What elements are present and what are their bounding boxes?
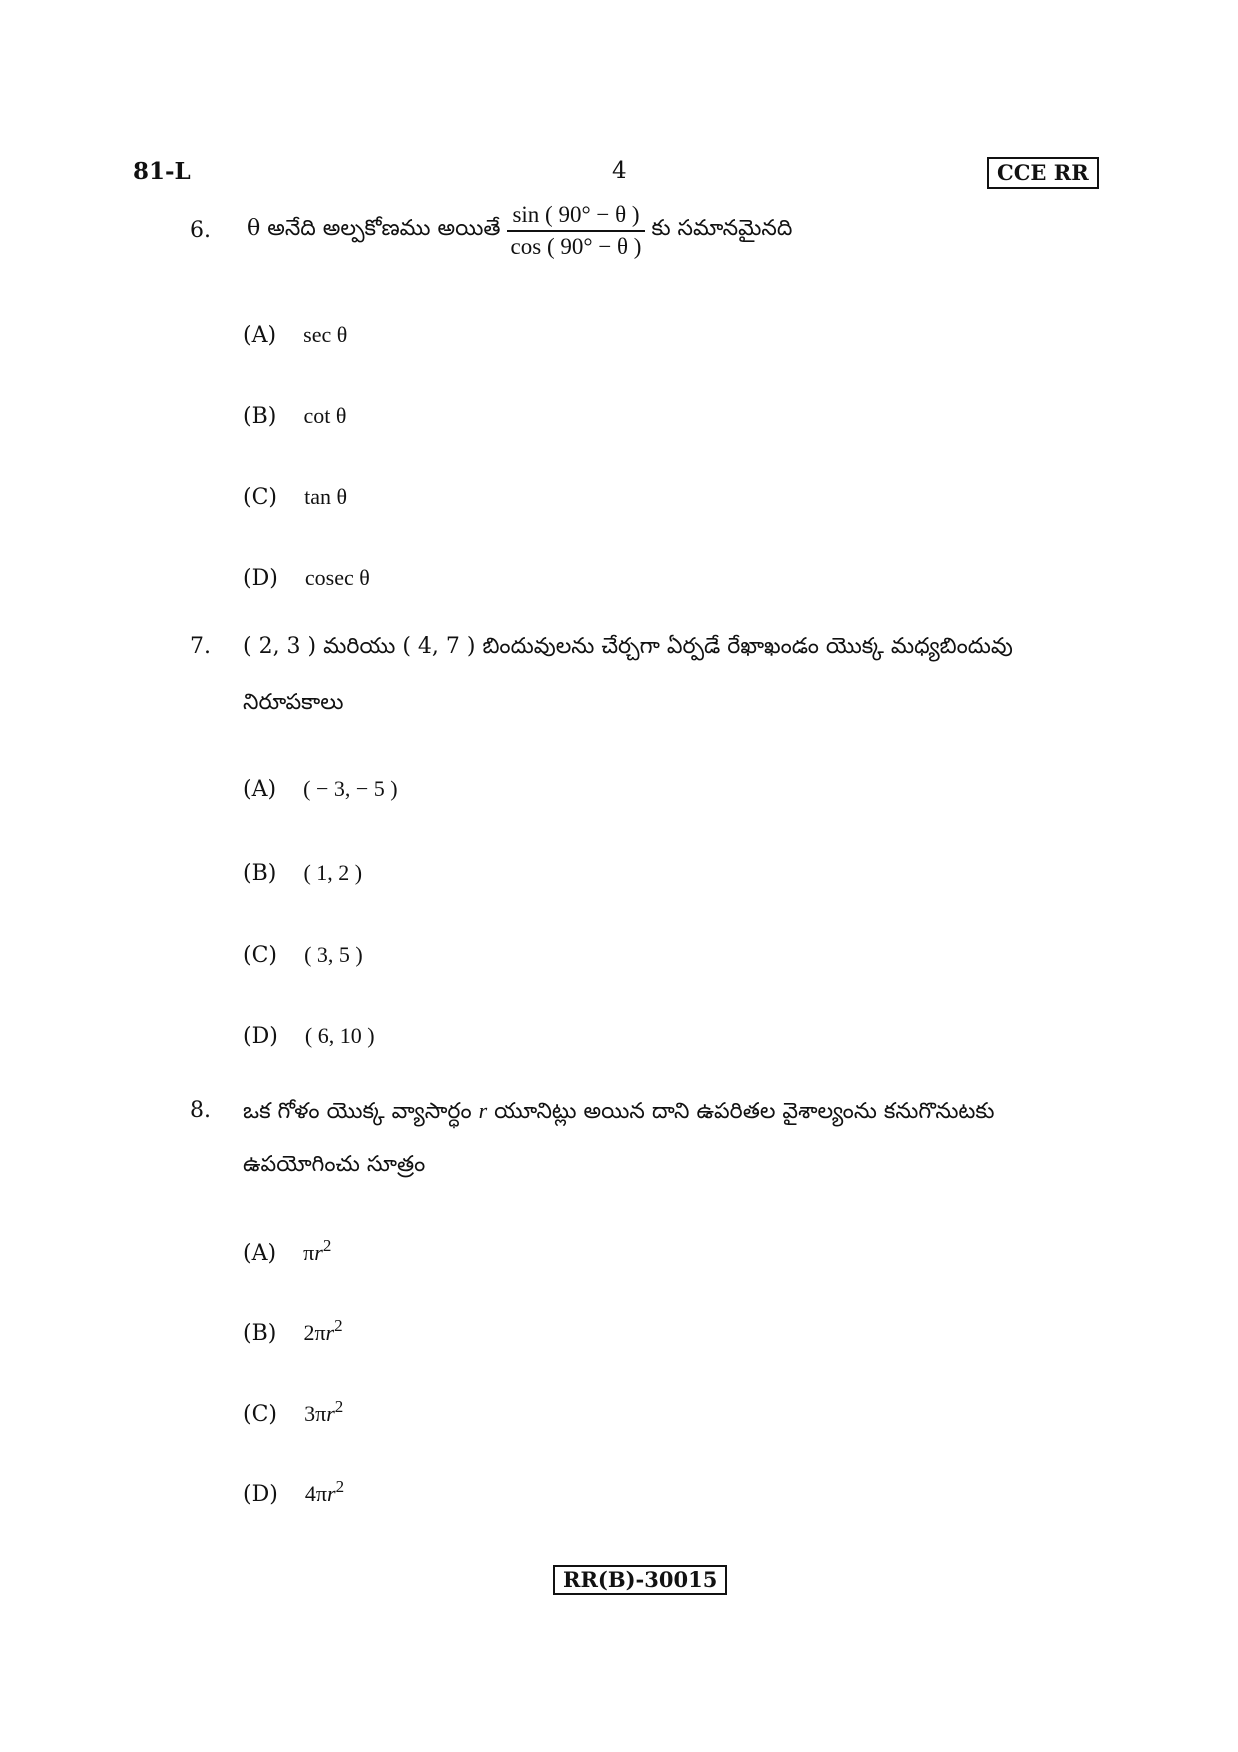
question-6-text-after: కు సమానమైనది <box>651 216 793 241</box>
option-value: ( 1, 2 ) <box>303 860 363 885</box>
question-7-option-c[interactable] <box>243 942 363 968</box>
question-8-option-a[interactable] <box>243 1236 331 1266</box>
option-value <box>304 1477 345 1506</box>
option-value <box>304 1397 344 1426</box>
option-coef: 3π <box>304 1401 327 1426</box>
option-var: r <box>314 1240 323 1265</box>
option-value: cosec θ <box>304 565 370 590</box>
option-letter: (D) <box>243 566 278 591</box>
radius-variable: r <box>478 1098 488 1123</box>
option-coef: 2π <box>303 1320 326 1345</box>
question-8-number: 8. <box>190 1098 211 1123</box>
series-badge: CCE RR <box>987 157 1099 189</box>
footer-code-badge: RR(B)-30015 <box>553 1565 727 1595</box>
question-7-line-2: నిరూపకాలు <box>243 690 344 715</box>
option-var: r <box>325 1320 335 1345</box>
question-7-number: 7. <box>190 634 211 659</box>
option-letter: (D) <box>243 1482 278 1507</box>
option-value: tan θ <box>304 484 348 509</box>
option-coef: π <box>303 1240 315 1265</box>
question-6-option-a[interactable] <box>243 322 347 348</box>
question-8-option-d[interactable] <box>243 1477 344 1507</box>
question-7-option-d[interactable] <box>243 1023 375 1049</box>
option-value: sec θ <box>303 322 348 347</box>
option-letter: (A) <box>243 777 277 802</box>
option-value <box>303 1236 332 1265</box>
option-letter: (C) <box>243 943 277 968</box>
option-letter: (B) <box>243 1321 277 1346</box>
paper-code: 81-L <box>133 158 191 185</box>
option-value: ( − 3, − 5 ) <box>303 776 398 801</box>
page-number: 4 <box>612 158 627 184</box>
question-7-line-1: ( 2, 3 ) మరియు ( 4, 7 ) బిందువులను చేర్చగా ఏర్పడే రేఖాఖండం యొక్క మధ్యబిందువు <box>243 634 1013 659</box>
question-6-fraction <box>507 202 646 260</box>
option-exp: 2 <box>322 1236 332 1255</box>
option-value <box>303 1316 343 1345</box>
question-6-number: 6. <box>190 218 211 243</box>
question-8-text-before: ఒక గోళం యొక్క వ్యాసార్ధం <box>243 1099 472 1124</box>
option-exp: 2 <box>335 1477 345 1496</box>
fraction-numerator: sin ( 90° − θ ) <box>507 202 646 232</box>
question-7-option-b[interactable] <box>243 860 362 886</box>
option-letter: (A) <box>243 1241 277 1266</box>
question-6-option-c[interactable] <box>243 484 347 510</box>
option-value: cot θ <box>303 403 347 428</box>
option-letter: (C) <box>243 1402 277 1427</box>
option-letter: (C) <box>243 485 277 510</box>
option-exp: 2 <box>334 1397 344 1416</box>
option-letter: (D) <box>243 1024 278 1049</box>
option-letter: (B) <box>243 861 277 886</box>
question-8-line-2: ఉపయోగించు సూత్రం <box>243 1152 426 1177</box>
option-value: ( 3, 5 ) <box>304 942 363 967</box>
question-8-text-after: యూనిట్లు అయిన దాని ఉపరితల వైశాల్యంను కనుగొనుటకు <box>494 1099 995 1124</box>
option-value: ( 6, 10 ) <box>304 1023 375 1048</box>
question-8-option-c[interactable] <box>243 1397 343 1427</box>
question-6-option-b[interactable] <box>243 403 346 429</box>
question-7-option-a[interactable] <box>243 776 398 802</box>
question-8-option-b[interactable] <box>243 1316 343 1346</box>
option-exp: 2 <box>334 1316 343 1335</box>
question-6-option-d[interactable] <box>243 565 370 591</box>
question-6-text <box>247 202 792 260</box>
question-8-line-1 <box>243 1096 995 1127</box>
option-var: r <box>326 1401 335 1426</box>
option-coef: 4π <box>304 1481 328 1506</box>
option-letter: (A) <box>243 323 277 348</box>
option-var: r <box>327 1481 336 1506</box>
question-6-text-before: θ అనేది అల్పకోణము అయితే <box>247 216 501 241</box>
option-letter: (B) <box>243 404 277 429</box>
fraction-denominator: cos ( 90° − θ ) <box>510 234 642 259</box>
